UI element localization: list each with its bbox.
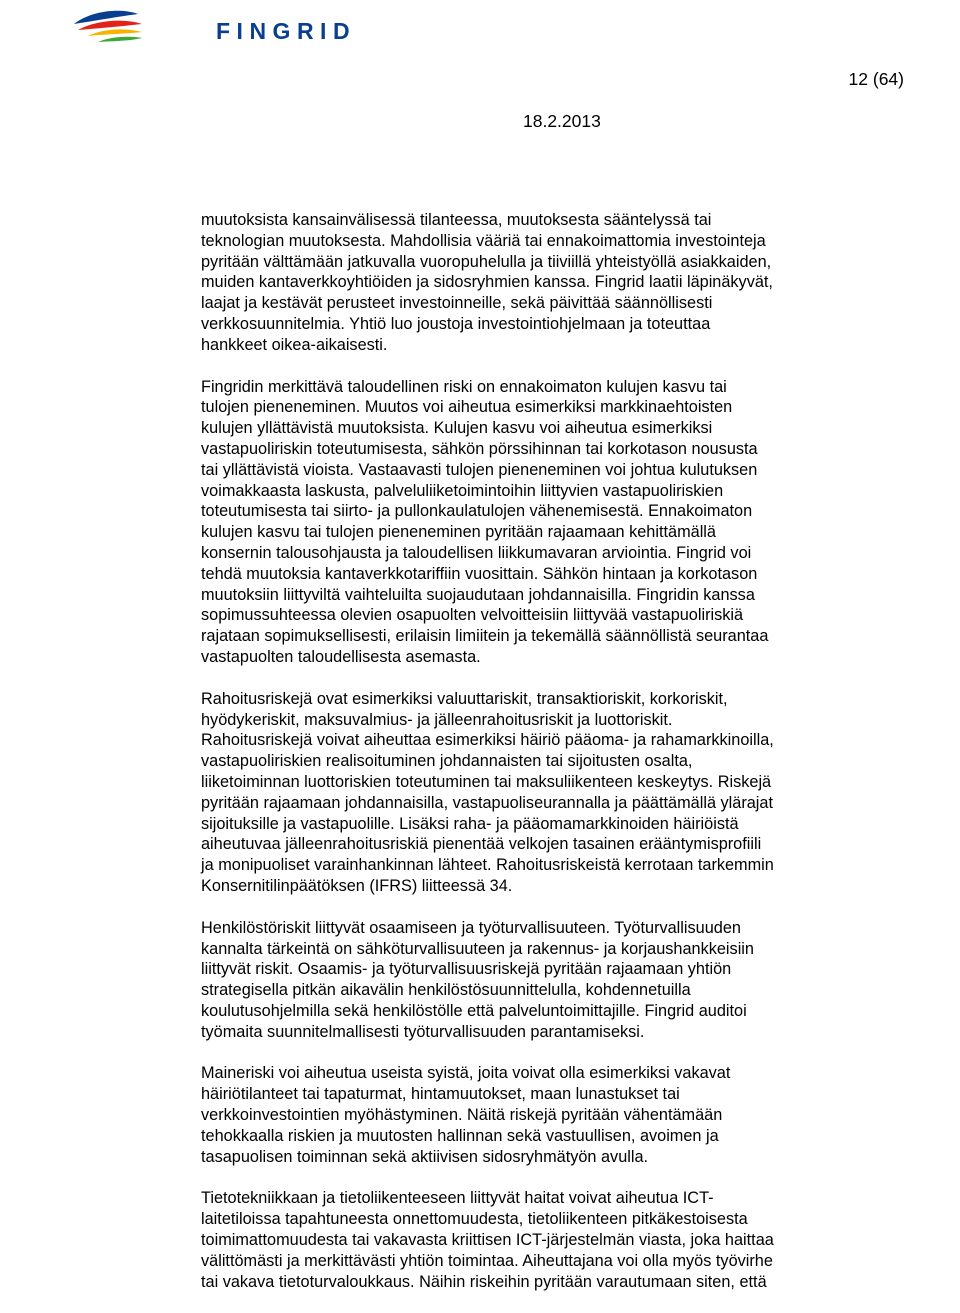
paragraph: Henkilöstöriskit liittyvät osaamiseen ja työturvallisuuteen. Työturvallisuuden kannalta tärkeintä on sähköturvallisuuteen ja rakennus- ja korjaushankkeisiin liittyvät riskit. Osaamis- ja työturvallisuusriskejä pyritään rajaamaan yhtiön strategisella pitkän aikavälin henkilöstösuunnittelulla, kohdennetuilla koulutusohjelmilla sekä henkilöstölle että palveluntoimittajille. Fingrid auditoi työmaita suunnitelmallisesti työturvallisuuden parantamiseksi. [201,918,754,1041]
logo-wordmark: FINGRID [216,18,357,44]
paragraph: Tietotekniikkaan ja tietoliikenteeseen liittyvät haitat voivat aiheutua ICT- laitetiloissa tapahtuneesta onnettomuudesta, tietoliikenteen pitkäkestoisesta toimimattomuudesta tai vakavasta kriittisen ICT-järjestelmän viasta, joka haittaa välittömästi ja merkittävästi yhtiön toimintaa. Aiheuttajana voi olla myös työvirhe tai vakava tietoturvaloukkaus. Näihin riskeihin pyritään varautumaan siten, että [201,1189,774,1291]
document-date: 18.2.2013 [523,111,601,131]
fingrid-logo [72,4,357,54]
page-header [0,0,960,140]
paragraph: Fingridin merkittävä taloudellinen riski on ennakoimaton kulujen kasvu tai tulojen pieneneminen. Muutos voi aiheutua esimerkiksi markkinaehtoisten kulujen yllättävistä muutoksista. Kulujen kasvu voi aiheutua esimerkiksi vastapuoliriskin toteutumisesta, sähkön pörssihinnan tai korkotason noususta tai yllättävistä vioista. Vastaavasti tulojen pieneneminen voi johtua kulutuksen voimakkaasta laskusta, palveluliiketoimintoihin liittyvien vastapuoliriskien toteutumisesta tai siirto- ja pullonkaulatulojen vähenemisestä. Ennakoimaton kulujen kasvu tai tulojen pieneneminen pyritään rajaamaan kehittämällä konsernin talousohjausta ja taloudellisen liikkumavaran arviointia. Fingrid voi tehdä muutoksia kantaverkkotariffiin vuosittain. Sähkön hintaan ja korkotason muutoksiin liittyviltä vaihteluilta suojaudutaan johdannaisilla. Fingridin kanssa sopimussuhteessa olevien osapuolten velvoitteisiin liittyvää vastapuoliriskiä rajataan sopimuksellisesti, erilaisin limiitein ja tekemällä säännöllistä seurantaa vastapuolten taloudellisesta asemasta. [201,377,769,666]
paragraph: Rahoitusriskejä ovat esimerkiksi valuuttariskit, transaktioriskit, korkoriskit, hyödykeriskit, maksuvalmius- ja jälleenrahoitusriskit ja luottoriskit. Rahoitusriskejä voivat aiheuttaa esimerkiksi häiriö pääoma- ja rahamarkkinoilla, vastapuoliriskien realisoituminen johdannaisten tai sijoitusten osalta, liiketoiminnan luottoriskien toteutuminen tai maksuliikenteen keskeytys. Riskejä pyritään rajaamaan johdannaisilla, vastapuoliseurannalla ja päättämällä ylärajat sijoituksille ja vastapuolille. Lisäksi raha- ja pääomamarkkinoiden häiriöistä aiheutuvaa jälleenrahoitusriskiä pienentää velkojen tasainen erääntymisprofiili ja monipuoliset varainhankinnan lähteet. Rahoitusriskeistä kerrotaan tarkemmin Konsernitilinpäätöksen (IFRS) liitteessä 34. [201,689,774,895]
fingrid-logo-mark-icon [72,4,212,54]
paragraph: muutoksista kansainvälisessä tilanteessa, muutoksesta sääntelyssä tai teknologian muutoksesta. Mahdollisia vääriä tai ennakoimattomia investointeja pyritään välttämään jatkuvalla vuoropuhelulla ja tiiviillä yhteistyöllä asiakkaiden, muiden kantaverkkoyhtiöiden ja sidosryhmien kanssa. Fingrid laatii läpinäkyvät, laajat ja kestävät perusteet investoinneille, sekä päivittää säännöllisesti verkkosuunnitelmia. Yhtiö luo joustoja investointiohjelmaan ja toteuttaa hankkeet oikea-aikaisesti. [201,211,773,354]
document-body [201,210,861,1313]
paragraph: Maineriski voi aiheutua useista syistä, joita voivat olla esimerkiksi vakavat häiriötilanteet tai tapaturmat, hintamuutokset, maan lunastukset tai verkkoinvestointien myöhästyminen. Näitä riskejä pyritään vähentämään tehokkaalla riskien ja muutosten hallinnan sekä vastuullisen, avoimen ja tasapuolisen toiminnan sekä aktiivisen sidosryhmätyön avulla. [201,1064,731,1166]
page-number: 12 (64) [848,69,904,89]
